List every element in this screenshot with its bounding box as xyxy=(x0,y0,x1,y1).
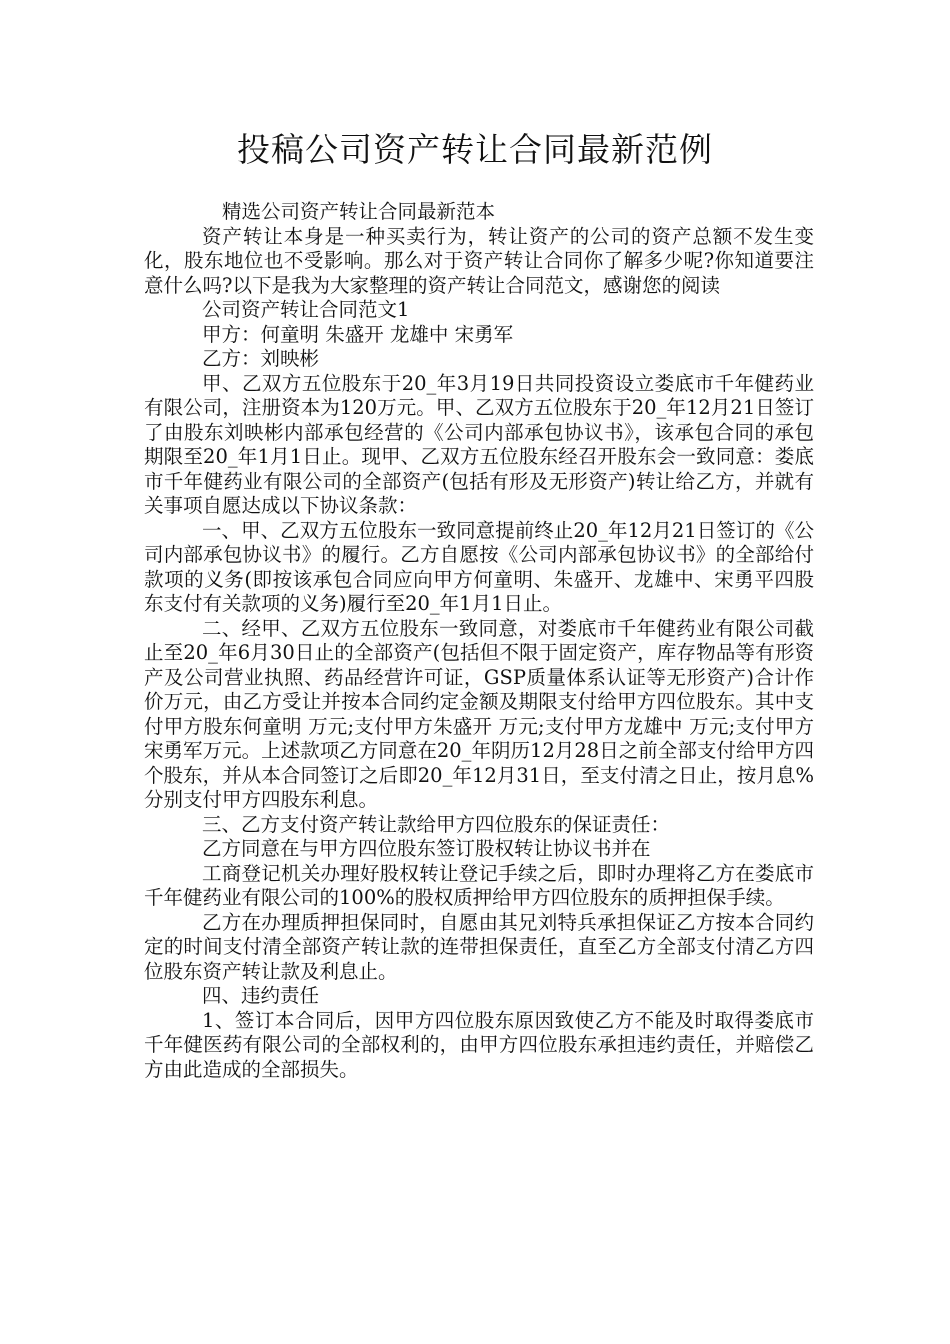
clause-4-item-1: 1、签订本合同后，因甲方四位股东原因致使乙方不能及时取得娄底市千年健医药有限公司的全部权利的，由甲方四位股东承担违约责任，并赔偿乙方由此造成的全部损失。 xyxy=(144,1008,814,1081)
intro-paragraph: 资产转让本身是一种买卖行为，转让资产的公司的资产总额不发生变化，股东地位也不受影响。那么对于资产转让合同你了解多少呢?你知道要注意什么吗?以下是我为大家整理的资产转让合同范文，感谢您的阅读 xyxy=(144,224,814,297)
clause-1: 一、甲、乙双方五位股东一致同意提前终止20_年12月21日签订的《公司内部承包协议书》的履行。乙方自愿按《公司内部承包协议书》的全部给付款项的义务(即按该承包合同应向甲方何童明、朱盛开、龙雄中、宋勇平四股东支付有关款项的义务)履行至20_年1月1日止。 xyxy=(144,518,814,615)
clause-3-heading: 三、乙方支付资产转让款给甲方四位股东的保证责任： xyxy=(202,812,671,836)
clause-4-heading: 四、违约责任 xyxy=(202,984,320,1007)
clause-3-para-1: 乙方同意在与甲方四位股东签订股权转让协议书并在 xyxy=(202,837,651,860)
preamble-paragraph: 甲、乙双方五位股东于20_年3月19日共同投资设立娄底市千年健药业有限公司，注册资本为120万元。甲、乙双方五位股东于20_年12月21日签订了由股东刘映彬内部承包经营的《公司内部承包协议书》，该承包合同的承包期限至20_年1月1日止。现甲、乙双方五位股东经召开股东会一致同意：娄底市千年健药业有限公司的全部资产(包括有形及无形资产)转让给乙方，并就有关事项自愿达成以下协议条款： xyxy=(144,371,814,517)
party-b-line: 乙方：刘映彬 xyxy=(202,347,320,370)
document-title: 投稿公司资产转让合同最新范例 xyxy=(237,130,713,169)
clause-3-para-3: 乙方在办理质押担保同时，自愿由其兄刘特兵承担保证乙方按本合同约定的时间支付清全部资产转让款的连带担保责任，直至乙方全部支付清乙方四位股东资产转让款及利息止。 xyxy=(144,910,814,983)
party-a-line: 甲方：何童明 朱盛开 龙雄中 宋勇军 xyxy=(202,322,514,346)
sample-heading: 公司资产转让合同范文1 xyxy=(202,298,410,321)
clause-3-para-2: 工商登记机关办理好股权转让登记手续之后，即时办理将乙方在娄底市千年健药业有限公司的100%的股权质押给甲方四位股东的质押担保手续。 xyxy=(144,861,814,909)
clause-2: 二、经甲、乙双方五位股东一致同意，对娄底市千年健药业有限公司截止至20_年6月30日止的全部资产(包括但不限于固定资产，库存物品等有形资产及公司营业执照、药品经营许可证，GSP质量体系认证等无形资产)合计作价万元，由乙方受让并按本合同约定金额及期限支付给甲方四位股东。其中支付甲方股东何童明 万元;支付甲方朱盛开 万元;支付甲方龙雄中 万元;支付甲方宋勇军万元。上述款项乙方同意在20_年阴历12月28日之前全部支付给甲方四个股东，并从本合同签订之后即20_年12月31日，至支付清之日止，按月息%分别支付甲方四股东利息。 xyxy=(144,616,814,811)
document-subtitle: 精选公司资产转让合同最新范本 xyxy=(222,200,496,223)
document-body xyxy=(144,200,814,1082)
